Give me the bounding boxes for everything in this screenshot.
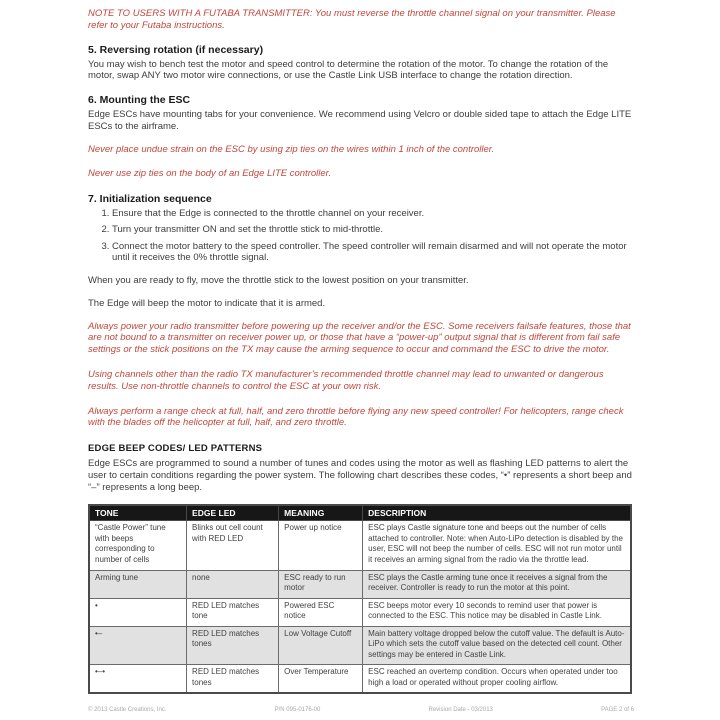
cell-tone: “Castle Power” tune with beeps corresponding to number of cells (89, 521, 187, 570)
warning-zip-ties-body: Never use zip ties on the body of an Edge LITE controller. (88, 168, 332, 180)
table-row (89, 521, 631, 570)
table-row (89, 598, 631, 626)
cell-tone: Arming tune (89, 570, 187, 598)
warning-zip-ties-wires: Never place undue strain on the ESC by using zip ties on the wires within 1 inch of the controller. (88, 143, 495, 155)
beep-codes-heading: EDGE BEEP CODES/ LED PATTERNS (88, 443, 263, 455)
footer-copyright: © 2013 Castle Creations, Inc. (88, 707, 167, 713)
table-row (89, 570, 631, 598)
warning-power-order: Always power your radio transmitter before powering up the receiver and/or the ESC. Some receivers failsafe features, those that are not bound to a transmitter on receiver power up, or those that have a “power-up” output signal that is different from fail safe settings or the stick positions on the TX may cause the arming sequence to occur and command the ESC to drive the motor. (88, 320, 631, 356)
cell-tone: •–• (89, 665, 187, 694)
cell-tone: •– (89, 626, 187, 665)
table-row (89, 626, 631, 665)
cell-meaning: Powered ESC notice (279, 598, 363, 626)
ready-to-fly-paragraph: When you are ready to fly, move the throttle stick to the lowest position on your transmitter. (88, 275, 469, 287)
section-6-body: Edge ESCs have mounting tabs for your convenience. We recommend using Velcro or double sided tape to attach the Edge LITE ESCs to the airframe. (88, 109, 632, 132)
cell-edge-led: RED LED matches tone (187, 598, 279, 626)
column-header-meaning: MEANING (279, 505, 363, 521)
init-step-1: 1. Ensure that the Edge is connected to the throttle channel on your receiver. (112, 208, 632, 220)
cell-description: ESC plays Castle signature tone and beeps out the number of cells attached to controller. Note: when Auto-LiPo detection is disabled by the user, ESC will not beep the number of cells. ESC will not run motor until it receives an arming signal from the radio via the throttle lead. (363, 521, 631, 570)
cell-edge-led: none (187, 570, 279, 598)
cell-description: ESC reached an overtemp condition. Occurs when operated under too high a load or operated without proper cooling airflow. (363, 665, 631, 694)
beep-codes-intro: Edge ESCs are programmed to sound a number of tunes and codes using the motor as well as flashing LED patterns to alert the user to certain conditions regarding the power system. The following chart describes these codes, “•” represents a short beep and “–” represents a long beep. (88, 458, 632, 493)
cell-tone: • (89, 598, 187, 626)
warning-range-check: Always perform a range check at full, half, and zero throttle before flying any new speed controller! For helicopters, range check with the blades off the helicopter at full, half, and zero throttle. (88, 405, 624, 429)
cell-edge-led: RED LED matches tones (187, 665, 279, 694)
beep-codes-table (88, 504, 632, 694)
cell-description: Main battery voltage dropped below the cutoff value. The default is Auto-LiPo which sets the cutoff value based on the detected cell count. Other settings may be entered in Castle Link. (363, 626, 631, 665)
cell-description: ESC beeps motor every 10 seconds to remind user that power is connected to the ESC. This notice may be disabled in Castle Link. (363, 598, 631, 626)
section-7-heading: 7. Initialization sequence (88, 193, 212, 206)
cell-edge-led: Blinks out cell count with RED LED (187, 521, 279, 570)
cell-meaning: Power up notice (279, 521, 363, 570)
footer-page-number: PAGE 2 of 6 (601, 707, 634, 713)
init-step-3: 3. Connect the motor battery to the speed controller. The speed controller will remain disarmed and will not operate the motor until it receives the 0% throttle signal. (112, 241, 632, 265)
table-header-row (89, 505, 631, 521)
section-6-heading: 6. Mounting the ESC (88, 94, 191, 107)
initialization-steps (88, 208, 632, 264)
section-5-heading: 5. Reversing rotation (if necessary) (88, 43, 264, 56)
footer-revision-date: Revision Date - 03/2013 (428, 707, 493, 713)
cell-edge-led: RED LED matches tones (187, 626, 279, 665)
warning-non-throttle-channels: Using channels other than the radio TX manufacturer’s recommended throttle channel may lead to unwanted or dangerous results. Use non-throttle channels to control the ESC at your own risk. (88, 369, 604, 392)
init-step-2: 2. Turn your transmitter ON and set the throttle stick to mid-throttle. (112, 224, 632, 236)
cell-meaning: Over Temperature (279, 665, 363, 694)
cell-meaning: ESC ready to run motor (279, 570, 363, 598)
armed-paragraph: The Edge will beep the motor to indicate that it is armed. (88, 297, 326, 309)
cell-meaning: Low Voltage Cutoff (279, 626, 363, 665)
column-header-edge-led: EDGE LED (187, 505, 279, 521)
section-5-body: You may wish to bench test the motor and speed control to determine the rotation of the motor. To change the rotation of the motor, swap ANY two motor wire connections, or use the Castle Link USB interface to change the rotation direction. (88, 58, 609, 82)
cell-description: ESC plays the Castle arming tune once it receives a signal from the receiver. Controller is ready to run the motor at this point. (363, 570, 631, 598)
page-footer (88, 707, 634, 713)
table-row (89, 665, 631, 694)
footer-part-number: P/N 095-0176-00 (274, 707, 321, 713)
futaba-note: NOTE TO USERS WITH A FUTABA TRANSMITTER: You must reverse the throttle channel signal on your transmitter. Please refer to your Futaba instructions. (88, 8, 616, 31)
column-header-tone: TONE (89, 505, 187, 521)
column-header-description: DESCRIPTION (363, 505, 631, 521)
